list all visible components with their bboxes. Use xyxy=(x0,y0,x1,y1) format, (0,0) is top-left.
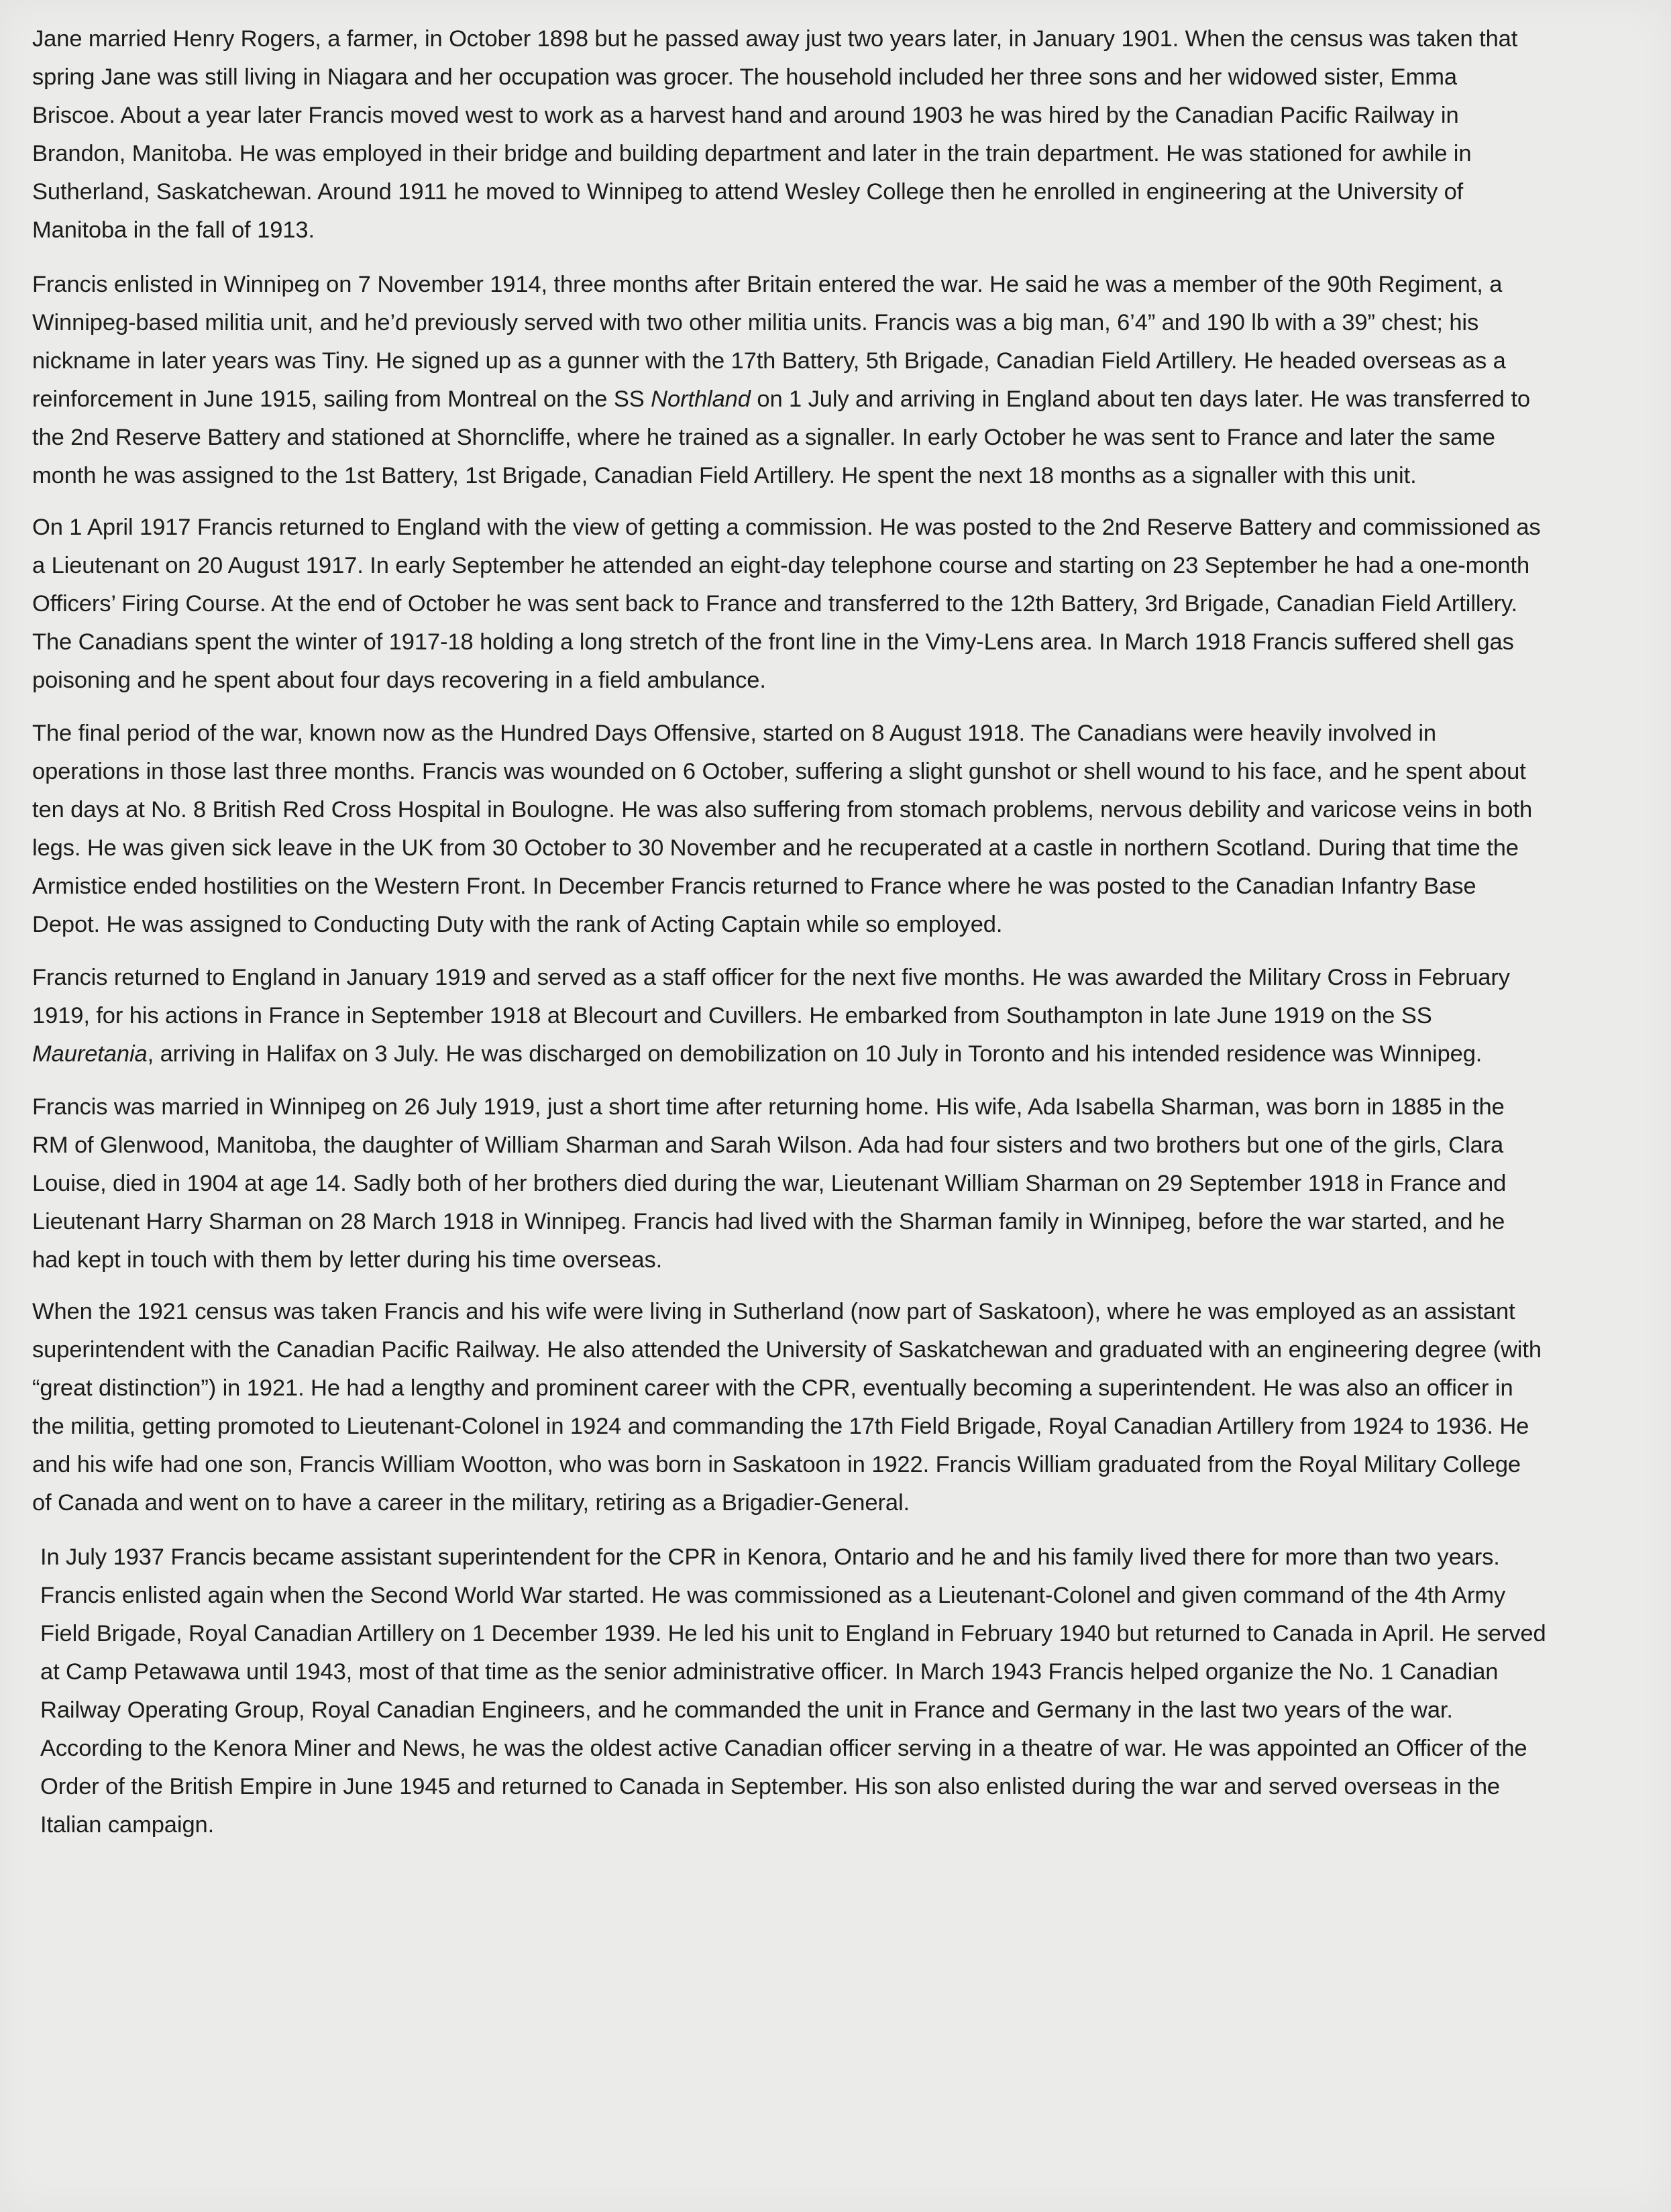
paragraph-5 xyxy=(32,959,1542,1073)
paragraph-1 xyxy=(32,20,1542,250)
paragraph-3 xyxy=(32,509,1542,700)
paragraph-2-text-b: on 1 July and arriving in England about ten days later. He was transferred to the 2nd Reserve Battery and stationed at Shorncliffe, where he trained as a signaller. In early October he was sent to France and later the same month he was assigned to the 1st Battery, 1st Brigade, Canadian Field Artillery. He spent the next 18 months as a signaller with this unit. xyxy=(32,386,1530,488)
paragraph-6-text: Francis was married in Winnipeg on 26 July 1919, just a short time after returning home. His wife, Ada Isabella Sharman, was born in 1885 in the RM of Glenwood, Manitoba, the daughter of William Sharman and Sarah Wilson. Ada had four sisters and two brothers but one of the girls, Clara Louise, died in 1904 at age 14. Sadly both of her brothers died during the war, Lieutenant William Sharman on 29 September 1918 in France and Lieutenant Harry Sharman on 28 March 1918 in Winnipeg. Francis had lived with the Sharman family in Winnipeg, before the war started, and he had kept in touch with them by letter during his time overseas. xyxy=(32,1094,1507,1273)
paragraph-7 xyxy=(32,1293,1542,1522)
paragraph-2 xyxy=(32,266,1542,495)
ship-name-mauretania: Mauretania xyxy=(32,1041,148,1067)
paragraph-5-text-a: Francis returned to England in January 1919 and served as a staff officer for the next five months. He was awarded the Military Cross in February 1919, for his actions in France in September 1918 at Blecourt and Cuvillers. He embarked from Southampton in late June 1919 on the SS xyxy=(32,965,1510,1029)
paragraph-2-text-a: Francis enlisted in Winnipeg on 7 November 1914, three months after Britain entered the war. He said he was a member of the 90th Regiment, a Winnipeg-based militia unit, and he’d previously served with two other militia units. Francis was a big man, 6’4” and 190 lb with a 39” chest; his nickname in later years was Tiny. He signed up as a gunner with the 17th Battery, 5th Brigade, Canadian Field Artillery. He headed overseas as a reinforcement in June 1915, sailing from Montreal on the SS xyxy=(32,272,1506,412)
paragraph-8 xyxy=(40,1538,1550,1844)
paragraph-4-text: The final period of the war, known now as the Hundred Days Offensive, started on 8 August 1918. The Canadians were heavily involved in operations in those last three months. Francis was wounded on 6 October, suffering a slight gunshot or shell wound to his face, and he spent about ten days at No. 8 British Red Cross Hospital in Boulogne. He was also suffering from stomach problems, nervous debility and varicose veins in both legs. He was given sick leave in the UK from 30 October to 30 November and he recuperated at a castle in northern Scotland. During that time the Armistice ended hostilities on the Western Front. In December Francis returned to France where he was posted to the Canadian Infantry Base Depot. He was assigned to Conducting Duty with the rank of Acting Captain while so employed. xyxy=(32,721,1533,937)
paragraph-4 xyxy=(32,715,1542,944)
document-page xyxy=(32,20,1622,1844)
paragraph-3-text: On 1 April 1917 Francis returned to England with the view of getting a commission. He was posted to the 2nd Reserve Battery and commissioned as a Lieutenant on 20 August 1917. In early September he attended an eight-day telephone course and starting on 23 September he had a one-month Officers’ Firing Course. At the end of October he was sent back to France and transferred to the 12th Battery, 3rd Brigade, Canadian Field Artillery. The Canadians spent the winter of 1917-18 holding a long stretch of the front line in the Vimy-Lens area. In March 1918 Francis suffered shell gas poisoning and he spent about four days recovering in a field ambulance. xyxy=(32,515,1541,693)
ship-name-northland: Northland xyxy=(651,386,751,412)
paragraph-8-text: In July 1937 Francis became assistant superintendent for the CPR in Kenora, Ontario and he and his family lived there for more than two years. Francis enlisted again when the Second World War started. He was commissioned as a Lieutenant-Colonel and given command of the 4th Army Field Brigade, Royal Canadian Artillery on 1 December 1939. He led his unit to England in February 1940 but returned to Canada in April. He served at Camp Petawawa until 1943, most of that time as the senior administrative officer. In March 1943 Francis helped organize the No. 1 Canadian Railway Operating Group, Royal Canadian Engineers, and he commanded the unit in France and Germany in the last two years of the war. According to the Kenora Miner and News, he was the oldest active Canadian officer serving in a theatre of war. He was appointed an Officer of the Order of the British Empire in June 1945 and returned to Canada in September. His son also enlisted during the war and served overseas in the Italian campaign. xyxy=(40,1544,1546,1838)
paragraph-1-text: Jane married Henry Rogers, a farmer, in October 1898 but he passed away just two years later, in January 1901. When the census was taken that spring Jane was still living in Niagara and her occupation was grocer. The household included her three sons and her widowed sister, Emma Briscoe. About a year later Francis moved west to work as a harvest hand and around 1903 he was hired by the Canadian Pacific Railway in Brandon, Manitoba. He was employed in their bridge and building department and later in the train department. He was stationed for awhile in Sutherland, Saskatchewan. Around 1911 he moved to Winnipeg to attend Wesley College then he enrolled in engineering at the University of Manitoba in the fall of 1913. xyxy=(32,26,1518,243)
paragraph-5-text-b: , arriving in Halifax on 3 July. He was discharged on demobilization on 10 July in Toronto and his intended residence was Winnipeg. xyxy=(147,1041,1483,1067)
paragraph-6 xyxy=(32,1088,1542,1279)
paragraph-7-text: When the 1921 census was taken Francis and his wife were living in Sutherland (now part of Saskatoon), where he was employed as an assistant superintendent with the Canadian Pacific Railway. He also attended the University of Saskatchewan and graduated with an engineering degree (with “great distinction”) in 1921. He had a lengthy and prominent career with the CPR, eventually becoming a superintendent. He was also an officer in the militia, getting promoted to Lieutenant-Colonel in 1924 and commanding the 17th Field Brigade, Royal Canadian Artillery from 1924 to 1936. He and his wife had one son, Francis William Wootton, who was born in Saskatoon in 1922. Francis William graduated from the Royal Military College of Canada and went on to have a career in the military, retiring as a Brigadier-General. xyxy=(32,1299,1542,1516)
